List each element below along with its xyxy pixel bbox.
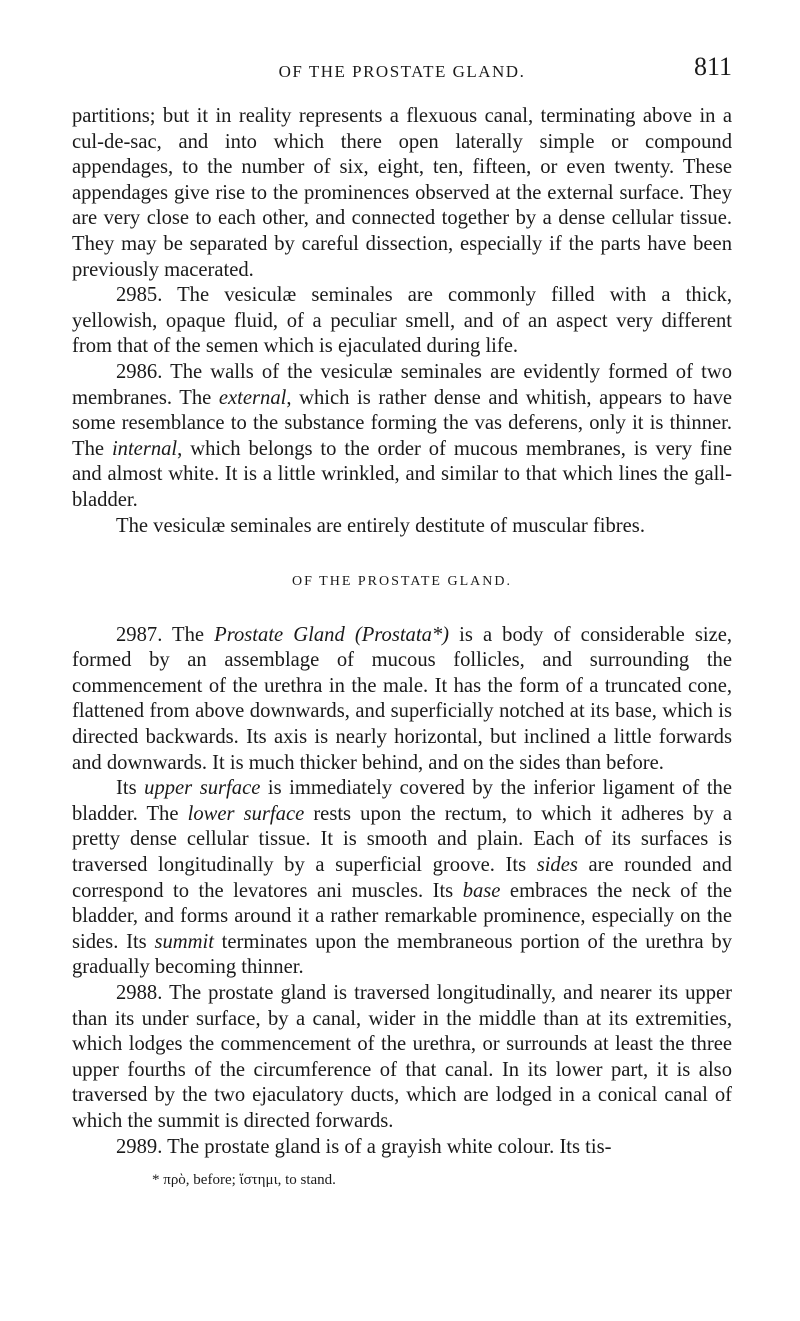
- paragraph-2989: 2989. The prostate gland is of a grayish white colour. Its tis-: [116, 1135, 612, 1158]
- page-number: 811: [693, 52, 732, 81]
- section-heading: OF THE PROSTATE GLAND.: [292, 574, 512, 590]
- italic-term: base: [462, 879, 501, 902]
- text-run: 2986. The walls of the vesiculæ seminales are evidently formed of two membranes. The: [72, 360, 732, 409]
- paragraph-2985: 2985. The vesiculæ seminales are commonly filled with a thick, yellowish, opaque fluid, of a peculiar smell, and of an aspect very different from that of the semen which is ejaculated during life.: [72, 284, 732, 358]
- text-run: rests upon the rectum, to which it adheres by a pretty dense cellular tissue. It is smooth and plain. Each of its surfaces is traversed longitudinally by a superficial groove. Its: [72, 802, 732, 877]
- italic-term: sides: [536, 854, 578, 877]
- paragraph-2988: 2988. The prostate gland is traversed longitudinally, and nearer its upper than its under surface, by a canal, wider in the middle than at its extremities, which lodges the commencement of the urethra, or surrounds at least the three upper fourths of the circumference of that canal. In its lower part, it is also traversed by the two ejaculatory ducts, which are lodged in a conical canal of which the summit is directed forwards.: [72, 982, 732, 1132]
- text-run: is a body of considerable size, formed by an assemblage of mucous follicles, and surrounding the commencement of the urethra in the male. It has the form of a truncated cone, flattened from above downwards, and superficially notched at its base, which is directed backwards. Its axis is nearly horizontal, but inclined a little forwards and downwards. It is much thicker behind, and on the sides than before.: [72, 623, 732, 774]
- running-title: OF THE PROSTATE GLAND.: [278, 62, 526, 81]
- body-text: [72, 104, 732, 1194]
- text-run: are rounded and correspond to the levatores ani muscles. Its: [72, 854, 732, 902]
- paragraph-2986: [72, 360, 732, 514]
- text-run: , which belongs to the order of mucous membranes, is very fine and almost white. It is a little wrinkled, and similar to that which lines the gall-bladder.: [72, 437, 733, 511]
- paragraph-surfaces: [72, 776, 732, 981]
- paragraph-muscular-fibres: The vesiculæ seminales are entirely destitute of muscular fibres.: [116, 514, 645, 537]
- text-run: 2987. The: [116, 623, 215, 646]
- text-run: is immediately covered by the inferior ligament of the bladder. The: [72, 777, 732, 825]
- paragraph-continuation: partitions; but it in reality represents a flexuous canal, terminating above in a cul-de-sac, and into which there open laterally simple or compound appendages, to the number of six, eight, ten, fifteen, or even twenty. These appendages give rise to the prominences observed at the external surface. They are very close to each other, and connected together by a dense cellular tissue. They may be separated by careful dissection, especially if the parts have been previously macerated.: [72, 105, 732, 281]
- text-run: embraces the neck of the bladder, and forms around it a rather remarkable prominence, especially on the sides. Its: [72, 879, 732, 953]
- text-run: terminates upon the membraneous portion of the urethra by gradually becoming thinner.: [72, 930, 733, 979]
- italic-term: lower surface: [187, 802, 305, 825]
- paragraph-2987: [72, 623, 732, 777]
- text-run: Its: [116, 777, 145, 800]
- italic-term: Prostate Gland (Prostata*): [214, 623, 450, 646]
- running-head: [72, 52, 732, 86]
- italic-term: internal: [111, 437, 178, 460]
- footnote: * πρὸ, before; ἵστημι, to stand.: [152, 1172, 336, 1189]
- italic-term: upper surface: [144, 777, 261, 800]
- text-run: , which is rather dense and whitish, appears to have some resemblance to the substance forming the vas deferens, only it is thinner. The: [72, 386, 733, 460]
- italic-term: summit: [154, 930, 214, 953]
- italic-term: external: [218, 386, 287, 409]
